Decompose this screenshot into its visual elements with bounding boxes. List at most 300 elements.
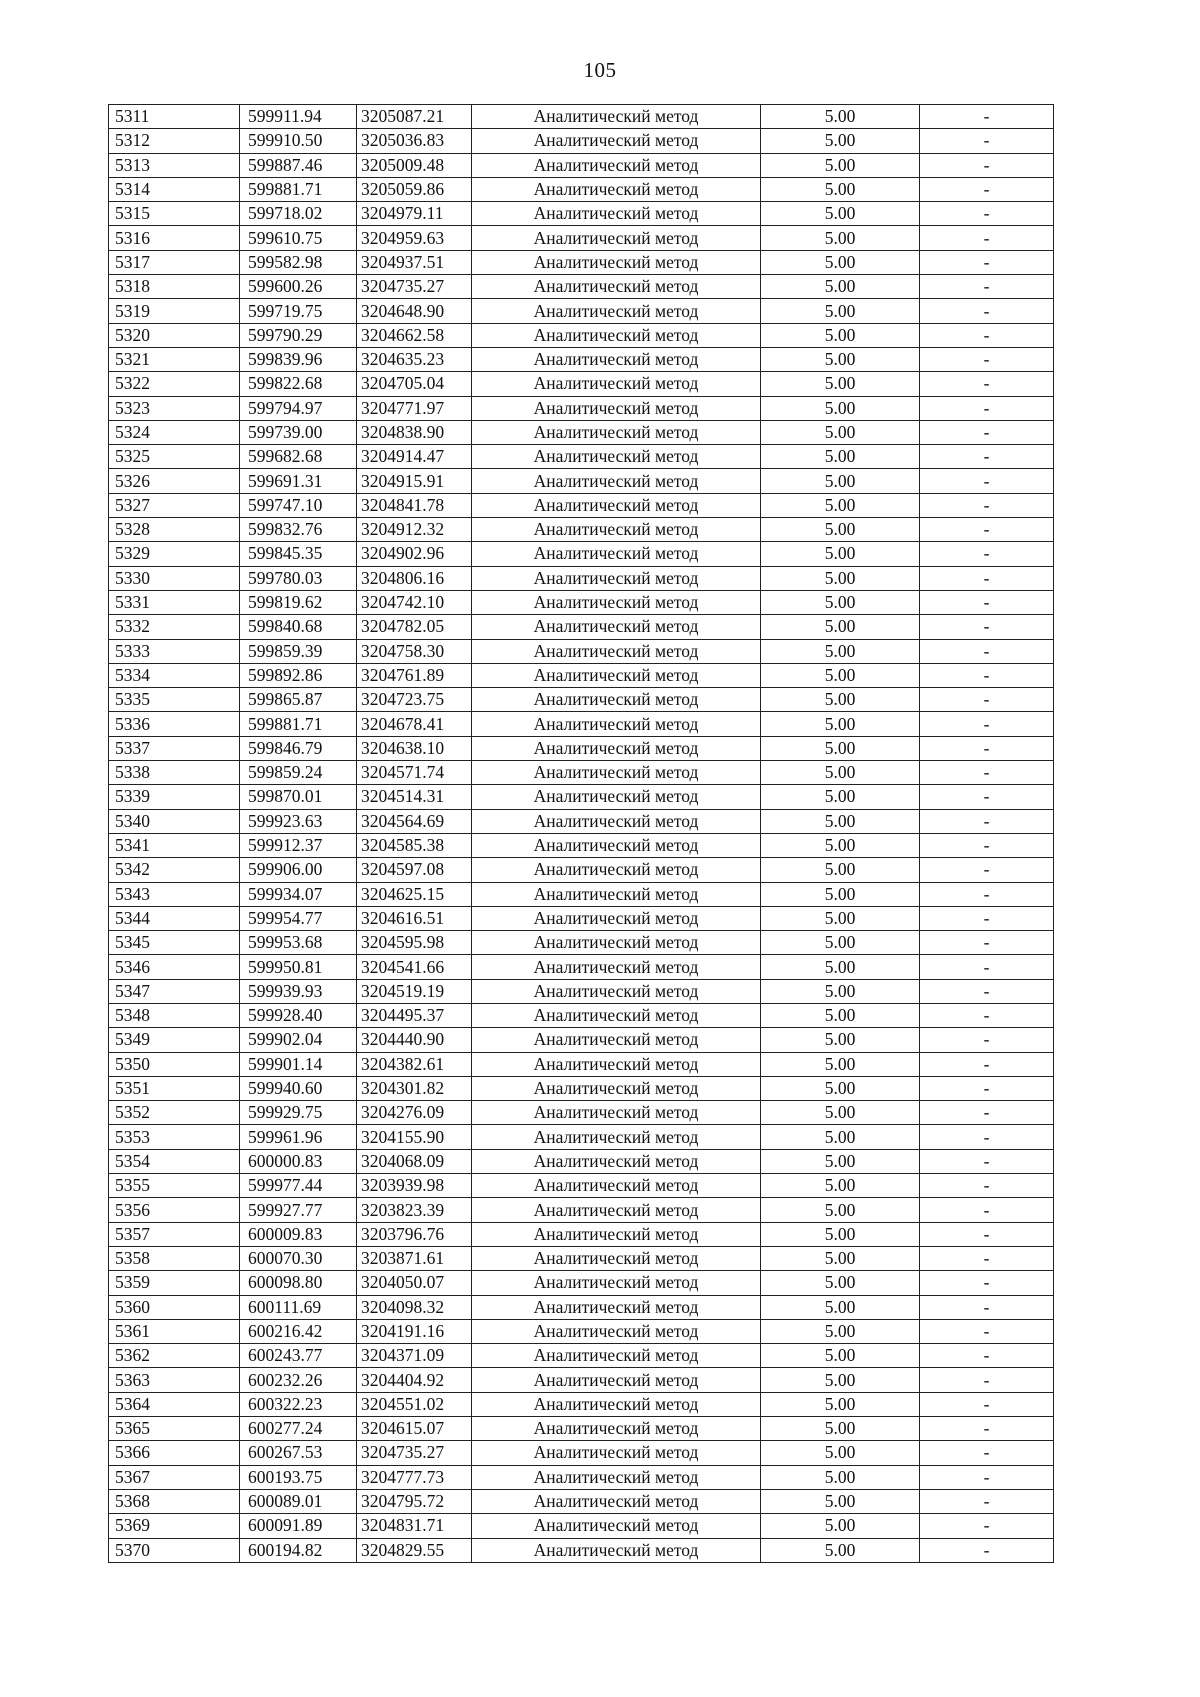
accuracy-cell: 5.00 [761, 347, 920, 371]
y-coordinate-cell: 3204564.69 [357, 809, 472, 833]
x-coordinate-cell: 600193.75 [240, 1465, 357, 1489]
method-cell: Аналитический метод [472, 761, 761, 785]
point-number-cell: 5369 [109, 1514, 240, 1538]
table-row [109, 469, 1054, 493]
y-coordinate-cell: 3203871.61 [357, 1246, 472, 1270]
accuracy-cell: 5.00 [761, 420, 920, 444]
x-coordinate-cell: 599870.01 [240, 785, 357, 809]
table-row [109, 712, 1054, 736]
table-row [109, 1441, 1054, 1465]
extra-cell: - [920, 226, 1054, 250]
extra-cell: - [920, 761, 1054, 785]
method-cell: Аналитический метод [472, 639, 761, 663]
extra-cell: - [920, 931, 1054, 955]
x-coordinate-cell: 599739.00 [240, 420, 357, 444]
table-row [109, 1101, 1054, 1125]
point-number-cell: 5323 [109, 396, 240, 420]
x-coordinate-cell: 600098.80 [240, 1271, 357, 1295]
point-number-cell: 5368 [109, 1489, 240, 1513]
method-cell: Аналитический метод [472, 1538, 761, 1562]
y-coordinate-cell: 3204937.51 [357, 250, 472, 274]
accuracy-cell: 5.00 [761, 129, 920, 153]
accuracy-cell: 5.00 [761, 639, 920, 663]
extra-cell: - [920, 1174, 1054, 1198]
extra-cell: - [920, 906, 1054, 930]
x-coordinate-cell: 599822.68 [240, 372, 357, 396]
y-coordinate-cell: 3204735.27 [357, 1441, 472, 1465]
extra-cell: - [920, 833, 1054, 857]
x-coordinate-cell: 599691.31 [240, 469, 357, 493]
extra-cell: - [920, 445, 1054, 469]
table-row [109, 736, 1054, 760]
x-coordinate-cell: 599859.24 [240, 761, 357, 785]
table-row [109, 1076, 1054, 1100]
extra-cell: - [920, 615, 1054, 639]
extra-cell: - [920, 542, 1054, 566]
table-row [109, 1028, 1054, 1052]
extra-cell: - [920, 202, 1054, 226]
method-cell: Аналитический метод [472, 226, 761, 250]
method-cell: Аналитический метод [472, 979, 761, 1003]
point-number-cell: 5344 [109, 906, 240, 930]
extra-cell: - [920, 1319, 1054, 1343]
extra-cell: - [920, 639, 1054, 663]
x-coordinate-cell: 599600.26 [240, 275, 357, 299]
y-coordinate-cell: 3204723.75 [357, 688, 472, 712]
method-cell: Аналитический метод [472, 1174, 761, 1198]
accuracy-cell: 5.00 [761, 809, 920, 833]
point-number-cell: 5342 [109, 858, 240, 882]
extra-cell: - [920, 979, 1054, 1003]
y-coordinate-cell: 3204625.15 [357, 882, 472, 906]
table-row [109, 906, 1054, 930]
extra-cell: - [920, 1538, 1054, 1562]
y-coordinate-cell: 3205087.21 [357, 105, 472, 129]
x-coordinate-cell: 599953.68 [240, 931, 357, 955]
method-cell: Аналитический метод [472, 736, 761, 760]
method-cell: Аналитический метод [472, 493, 761, 517]
point-number-cell: 5347 [109, 979, 240, 1003]
accuracy-cell: 5.00 [761, 1028, 920, 1052]
method-cell: Аналитический метод [472, 420, 761, 444]
table-row [109, 639, 1054, 663]
accuracy-cell: 5.00 [761, 1392, 920, 1416]
y-coordinate-cell: 3203939.98 [357, 1174, 472, 1198]
extra-cell: - [920, 809, 1054, 833]
extra-cell: - [920, 1295, 1054, 1319]
point-number-cell: 5329 [109, 542, 240, 566]
x-coordinate-cell: 600322.23 [240, 1392, 357, 1416]
point-number-cell: 5324 [109, 420, 240, 444]
y-coordinate-cell: 3204838.90 [357, 420, 472, 444]
point-number-cell: 5340 [109, 809, 240, 833]
point-number-cell: 5352 [109, 1101, 240, 1125]
method-cell: Аналитический метод [472, 372, 761, 396]
x-coordinate-cell: 599940.60 [240, 1076, 357, 1100]
extra-cell: - [920, 1149, 1054, 1173]
x-coordinate-cell: 599950.81 [240, 955, 357, 979]
point-number-cell: 5336 [109, 712, 240, 736]
table-row [109, 275, 1054, 299]
accuracy-cell: 5.00 [761, 1271, 920, 1295]
accuracy-cell: 5.00 [761, 323, 920, 347]
y-coordinate-cell: 3204806.16 [357, 566, 472, 590]
method-cell: Аналитический метод [472, 1125, 761, 1149]
table-row [109, 445, 1054, 469]
point-number-cell: 5361 [109, 1319, 240, 1343]
x-coordinate-cell: 599846.79 [240, 736, 357, 760]
table-row [109, 1003, 1054, 1027]
point-number-cell: 5328 [109, 518, 240, 542]
accuracy-cell: 5.00 [761, 712, 920, 736]
method-cell: Аналитический метод [472, 566, 761, 590]
accuracy-cell: 5.00 [761, 275, 920, 299]
extra-cell: - [920, 420, 1054, 444]
extra-cell: - [920, 493, 1054, 517]
accuracy-cell: 5.00 [761, 1149, 920, 1173]
coordinates-table-body [109, 105, 1054, 1563]
extra-cell: - [920, 347, 1054, 371]
extra-cell: - [920, 663, 1054, 687]
extra-cell: - [920, 1392, 1054, 1416]
method-cell: Аналитический метод [472, 445, 761, 469]
extra-cell: - [920, 177, 1054, 201]
method-cell: Аналитический метод [472, 1028, 761, 1052]
point-number-cell: 5362 [109, 1344, 240, 1368]
y-coordinate-cell: 3204705.04 [357, 372, 472, 396]
accuracy-cell: 5.00 [761, 688, 920, 712]
x-coordinate-cell: 599887.46 [240, 153, 357, 177]
extra-cell: - [920, 712, 1054, 736]
x-coordinate-cell: 599582.98 [240, 250, 357, 274]
method-cell: Аналитический метод [472, 1149, 761, 1173]
extra-cell: - [920, 1222, 1054, 1246]
x-coordinate-cell: 599819.62 [240, 590, 357, 614]
table-row [109, 372, 1054, 396]
method-cell: Аналитический метод [472, 1052, 761, 1076]
y-coordinate-cell: 3204735.27 [357, 275, 472, 299]
accuracy-cell: 5.00 [761, 105, 920, 129]
x-coordinate-cell: 599929.75 [240, 1101, 357, 1125]
accuracy-cell: 5.00 [761, 396, 920, 420]
extra-cell: - [920, 1514, 1054, 1538]
x-coordinate-cell: 599865.87 [240, 688, 357, 712]
accuracy-cell: 5.00 [761, 882, 920, 906]
accuracy-cell: 5.00 [761, 1222, 920, 1246]
point-number-cell: 5358 [109, 1246, 240, 1270]
table-row [109, 1392, 1054, 1416]
method-cell: Аналитический метод [472, 299, 761, 323]
y-coordinate-cell: 3204440.90 [357, 1028, 472, 1052]
point-number-cell: 5326 [109, 469, 240, 493]
table-row [109, 493, 1054, 517]
table-row [109, 1052, 1054, 1076]
accuracy-cell: 5.00 [761, 1465, 920, 1489]
point-number-cell: 5357 [109, 1222, 240, 1246]
method-cell: Аналитический метод [472, 955, 761, 979]
method-cell: Аналитический метод [472, 1295, 761, 1319]
table-row [109, 955, 1054, 979]
point-number-cell: 5338 [109, 761, 240, 785]
y-coordinate-cell: 3204404.92 [357, 1368, 472, 1392]
y-coordinate-cell: 3204301.82 [357, 1076, 472, 1100]
accuracy-cell: 5.00 [761, 590, 920, 614]
method-cell: Аналитический метод [472, 1441, 761, 1465]
point-number-cell: 5320 [109, 323, 240, 347]
x-coordinate-cell: 599928.40 [240, 1003, 357, 1027]
y-coordinate-cell: 3204519.19 [357, 979, 472, 1003]
x-coordinate-cell: 599961.96 [240, 1125, 357, 1149]
point-number-cell: 5346 [109, 955, 240, 979]
point-number-cell: 5325 [109, 445, 240, 469]
x-coordinate-cell: 599682.68 [240, 445, 357, 469]
accuracy-cell: 5.00 [761, 1246, 920, 1270]
accuracy-cell: 5.00 [761, 1125, 920, 1149]
method-cell: Аналитический метод [472, 250, 761, 274]
extra-cell: - [920, 566, 1054, 590]
x-coordinate-cell: 599906.00 [240, 858, 357, 882]
point-number-cell: 5370 [109, 1538, 240, 1562]
extra-cell: - [920, 1489, 1054, 1513]
x-coordinate-cell: 599934.07 [240, 882, 357, 906]
y-coordinate-cell: 3204678.41 [357, 712, 472, 736]
method-cell: Аналитический метод [472, 129, 761, 153]
y-coordinate-cell: 3204616.51 [357, 906, 472, 930]
accuracy-cell: 5.00 [761, 1368, 920, 1392]
method-cell: Аналитический метод [472, 906, 761, 930]
point-number-cell: 5322 [109, 372, 240, 396]
y-coordinate-cell: 3204761.89 [357, 663, 472, 687]
y-coordinate-cell: 3204191.16 [357, 1319, 472, 1343]
point-number-cell: 5354 [109, 1149, 240, 1173]
extra-cell: - [920, 590, 1054, 614]
accuracy-cell: 5.00 [761, 1319, 920, 1343]
x-coordinate-cell: 599923.63 [240, 809, 357, 833]
extra-cell: - [920, 858, 1054, 882]
y-coordinate-cell: 3204514.31 [357, 785, 472, 809]
accuracy-cell: 5.00 [761, 1076, 920, 1100]
accuracy-cell: 5.00 [761, 518, 920, 542]
y-coordinate-cell: 3204541.66 [357, 955, 472, 979]
y-coordinate-cell: 3204777.73 [357, 1465, 472, 1489]
x-coordinate-cell: 599954.77 [240, 906, 357, 930]
table-row [109, 785, 1054, 809]
method-cell: Аналитический метод [472, 833, 761, 857]
extra-cell: - [920, 1052, 1054, 1076]
table-row [109, 323, 1054, 347]
accuracy-cell: 5.00 [761, 372, 920, 396]
accuracy-cell: 5.00 [761, 785, 920, 809]
accuracy-cell: 5.00 [761, 177, 920, 201]
y-coordinate-cell: 3204959.63 [357, 226, 472, 250]
y-coordinate-cell: 3204648.90 [357, 299, 472, 323]
point-number-cell: 5348 [109, 1003, 240, 1027]
point-number-cell: 5337 [109, 736, 240, 760]
x-coordinate-cell: 599902.04 [240, 1028, 357, 1052]
table-row [109, 566, 1054, 590]
method-cell: Аналитический метод [472, 1392, 761, 1416]
method-cell: Аналитический метод [472, 1222, 761, 1246]
method-cell: Аналитический метод [472, 1514, 761, 1538]
extra-cell: - [920, 323, 1054, 347]
extra-cell: - [920, 1028, 1054, 1052]
extra-cell: - [920, 785, 1054, 809]
extra-cell: - [920, 1003, 1054, 1027]
y-coordinate-cell: 3204551.02 [357, 1392, 472, 1416]
y-coordinate-cell: 3205009.48 [357, 153, 472, 177]
extra-cell: - [920, 1101, 1054, 1125]
point-number-cell: 5317 [109, 250, 240, 274]
accuracy-cell: 5.00 [761, 761, 920, 785]
point-number-cell: 5367 [109, 1465, 240, 1489]
y-coordinate-cell: 3204638.10 [357, 736, 472, 760]
y-coordinate-cell: 3204571.74 [357, 761, 472, 785]
method-cell: Аналитический метод [472, 712, 761, 736]
method-cell: Аналитический метод [472, 323, 761, 347]
table-row [109, 129, 1054, 153]
extra-cell: - [920, 275, 1054, 299]
method-cell: Аналитический метод [472, 518, 761, 542]
x-coordinate-cell: 600216.42 [240, 1319, 357, 1343]
table-row [109, 202, 1054, 226]
accuracy-cell: 5.00 [761, 1441, 920, 1465]
extra-cell: - [920, 1368, 1054, 1392]
point-number-cell: 5355 [109, 1174, 240, 1198]
table-row [109, 590, 1054, 614]
accuracy-cell: 5.00 [761, 1417, 920, 1441]
method-cell: Аналитический метод [472, 396, 761, 420]
x-coordinate-cell: 599718.02 [240, 202, 357, 226]
point-number-cell: 5313 [109, 153, 240, 177]
method-cell: Аналитический метод [472, 1198, 761, 1222]
method-cell: Аналитический метод [472, 1076, 761, 1100]
x-coordinate-cell: 600194.82 [240, 1538, 357, 1562]
point-number-cell: 5360 [109, 1295, 240, 1319]
table-row [109, 1344, 1054, 1368]
point-number-cell: 5311 [109, 105, 240, 129]
y-coordinate-cell: 3204495.37 [357, 1003, 472, 1027]
extra-cell: - [920, 518, 1054, 542]
table-row [109, 299, 1054, 323]
extra-cell: - [920, 1076, 1054, 1100]
x-coordinate-cell: 599977.44 [240, 1174, 357, 1198]
point-number-cell: 5365 [109, 1417, 240, 1441]
method-cell: Аналитический метод [472, 202, 761, 226]
y-coordinate-cell: 3204902.96 [357, 542, 472, 566]
y-coordinate-cell: 3204597.08 [357, 858, 472, 882]
accuracy-cell: 5.00 [761, 1295, 920, 1319]
extra-cell: - [920, 1344, 1054, 1368]
extra-cell: - [920, 105, 1054, 129]
point-number-cell: 5331 [109, 590, 240, 614]
point-number-cell: 5335 [109, 688, 240, 712]
x-coordinate-cell: 600243.77 [240, 1344, 357, 1368]
x-coordinate-cell: 600111.69 [240, 1295, 357, 1319]
accuracy-cell: 5.00 [761, 250, 920, 274]
y-coordinate-cell: 3204782.05 [357, 615, 472, 639]
x-coordinate-cell: 600277.24 [240, 1417, 357, 1441]
table-row [109, 833, 1054, 857]
method-cell: Аналитический метод [472, 615, 761, 639]
point-number-cell: 5353 [109, 1125, 240, 1149]
accuracy-cell: 5.00 [761, 493, 920, 517]
method-cell: Аналитический метод [472, 688, 761, 712]
accuracy-cell: 5.00 [761, 153, 920, 177]
extra-cell: - [920, 469, 1054, 493]
x-coordinate-cell: 599892.86 [240, 663, 357, 687]
point-number-cell: 5350 [109, 1052, 240, 1076]
coordinates-table [108, 104, 1054, 1563]
x-coordinate-cell: 600267.53 [240, 1441, 357, 1465]
accuracy-cell: 5.00 [761, 566, 920, 590]
accuracy-cell: 5.00 [761, 1514, 920, 1538]
x-coordinate-cell: 600089.01 [240, 1489, 357, 1513]
point-number-cell: 5351 [109, 1076, 240, 1100]
x-coordinate-cell: 600000.83 [240, 1149, 357, 1173]
table-row [109, 177, 1054, 201]
table-row [109, 931, 1054, 955]
extra-cell: - [920, 736, 1054, 760]
x-coordinate-cell: 599859.39 [240, 639, 357, 663]
y-coordinate-cell: 3204829.55 [357, 1538, 472, 1562]
x-coordinate-cell: 599719.75 [240, 299, 357, 323]
y-coordinate-cell: 3204595.98 [357, 931, 472, 955]
point-number-cell: 5321 [109, 347, 240, 371]
table-row [109, 1149, 1054, 1173]
y-coordinate-cell: 3205036.83 [357, 129, 472, 153]
point-number-cell: 5312 [109, 129, 240, 153]
table-row [109, 1368, 1054, 1392]
accuracy-cell: 5.00 [761, 858, 920, 882]
x-coordinate-cell: 599747.10 [240, 493, 357, 517]
table-row [109, 1417, 1054, 1441]
table-row [109, 858, 1054, 882]
x-coordinate-cell: 599845.35 [240, 542, 357, 566]
x-coordinate-cell: 599939.93 [240, 979, 357, 1003]
y-coordinate-cell: 3203823.39 [357, 1198, 472, 1222]
accuracy-cell: 5.00 [761, 445, 920, 469]
table-row [109, 663, 1054, 687]
method-cell: Аналитический метод [472, 931, 761, 955]
point-number-cell: 5341 [109, 833, 240, 857]
y-coordinate-cell: 3204635.23 [357, 347, 472, 371]
y-coordinate-cell: 3204050.07 [357, 1271, 472, 1295]
point-number-cell: 5345 [109, 931, 240, 955]
extra-cell: - [920, 250, 1054, 274]
y-coordinate-cell: 3205059.86 [357, 177, 472, 201]
table-row [109, 1246, 1054, 1270]
x-coordinate-cell: 599912.37 [240, 833, 357, 857]
point-number-cell: 5339 [109, 785, 240, 809]
point-number-cell: 5356 [109, 1198, 240, 1222]
point-number-cell: 5334 [109, 663, 240, 687]
point-number-cell: 5318 [109, 275, 240, 299]
accuracy-cell: 5.00 [761, 226, 920, 250]
table-row [109, 979, 1054, 1003]
table-row [109, 1125, 1054, 1149]
extra-cell: - [920, 688, 1054, 712]
point-number-cell: 5349 [109, 1028, 240, 1052]
table-row [109, 809, 1054, 833]
x-coordinate-cell: 600232.26 [240, 1368, 357, 1392]
point-number-cell: 5330 [109, 566, 240, 590]
method-cell: Аналитический метод [472, 542, 761, 566]
point-number-cell: 5332 [109, 615, 240, 639]
extra-cell: - [920, 955, 1054, 979]
method-cell: Аналитический метод [472, 275, 761, 299]
accuracy-cell: 5.00 [761, 299, 920, 323]
accuracy-cell: 5.00 [761, 542, 920, 566]
